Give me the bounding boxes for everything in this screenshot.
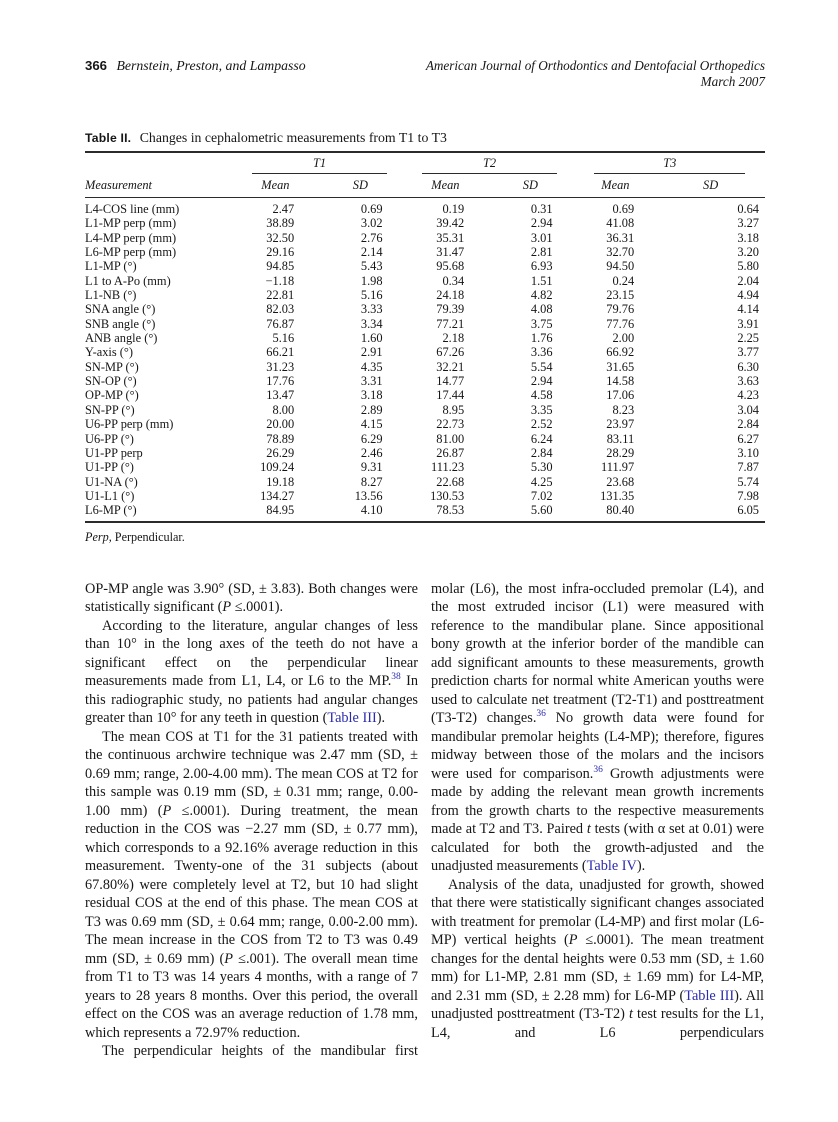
measurement-value: 26.87 <box>436 445 465 460</box>
table-row <box>85 360 765 374</box>
body-text-run: OP-MP angle was 3.90° (SD, ± 3.83). Both changes were statistically significant ( <box>85 580 418 616</box>
running-head-right <box>426 58 765 90</box>
group-header-t2 <box>405 152 575 175</box>
measurement-name: L6-MP (°) <box>85 503 137 518</box>
measurement-value: 19.18 <box>266 474 295 489</box>
table-row <box>85 274 765 288</box>
body-text-run: ≤.0001). The mean treatment changes for the dental heights were 0.53 mm (SD, ± 1.60 mm) for L1-MP, 2.81 mm (SD, ± 1.69 mm) for L4-MP, and 2.31 mm (SD, ± 2.28 mm) for L6-MP ( <box>431 932 765 1004</box>
authors: Bernstein, Preston, and Lampasso <box>116 58 306 73</box>
measurement-name: SNA angle (°) <box>85 302 156 317</box>
measurement-value: 3.33 <box>360 302 383 317</box>
measurement-value: 0.19 <box>442 202 465 216</box>
measurement-value: 13.47 <box>266 388 295 403</box>
running-head <box>85 58 765 90</box>
measurement-value: 31.47 <box>436 245 465 260</box>
measurement-value: 14.77 <box>436 374 465 389</box>
measurement-value: 7.87 <box>737 460 759 475</box>
measurement-value: 3.31 <box>360 374 383 389</box>
table-ref-link[interactable]: Table III <box>684 987 735 1004</box>
measurement-value: 5.30 <box>530 460 553 475</box>
measurement-value: 66.92 <box>606 345 635 360</box>
italic-text: P <box>568 932 578 949</box>
measurement-value: 111.23 <box>431 460 465 475</box>
table-row <box>85 446 765 460</box>
italic-text: t <box>586 821 591 838</box>
measurement-name: OP-MP (°) <box>85 388 139 403</box>
body-text-run: Analysis of the data, unadjusted for growth, showed that there were statistically significant changes associated with treatment for premolar (L4-MP) and first molar (L6-MP) vertical heights ( <box>431 876 764 949</box>
column-header-sd-t3: SD <box>656 175 765 198</box>
measurement-value: 22.68 <box>436 474 465 489</box>
measurement-value: 2.91 <box>360 345 383 360</box>
measurement-value: 5.16 <box>272 331 295 346</box>
measurement-value: 3.10 <box>737 445 759 460</box>
measurement-value: −1.18 <box>265 273 295 288</box>
table-body <box>85 198 765 522</box>
measurement-name: L1-MP perp (mm) <box>85 216 177 231</box>
measurement-value: 94.50 <box>606 259 635 274</box>
citation-ref-link[interactable]: 36 <box>536 709 546 720</box>
measurement-name: ANB angle (°) <box>85 331 158 346</box>
measurement-value: 2.81 <box>530 245 553 260</box>
measurement-value: 6.30 <box>737 359 759 374</box>
cephalometric-table <box>85 151 765 523</box>
measurement-value: 32.70 <box>606 245 635 260</box>
measurement-value: 6.24 <box>530 431 553 446</box>
table-ref-link[interactable]: Table IV <box>586 858 637 875</box>
measurement-name: L1-MP (°) <box>85 259 137 274</box>
measurement-value: 31.23 <box>266 359 295 374</box>
body-text-run: ≤.0001). During treatment, the mean reduction in the COS was −2.27 mm (SD, ± 0.77 mm), which corresponds to a 92.16% average reduction in this measurement. Twenty-one of the 31 subjects (about 67.80%) were completely level at T2, but 10 had slight residual COS at the end of this phase. The mean COS at T3 was 0.69 mm (SD, ± 0.64 mm; range, 0.00-2.00 mm). The mean increase in the COS from T2 to T3 was 0.49 mm (SD, ± 0.69 mm) ( <box>85 802 418 967</box>
journal-date: March 2007 <box>700 74 765 89</box>
measurement-value: 79.39 <box>436 302 465 317</box>
measurement-value: 3.18 <box>737 230 759 245</box>
group-header-spacer <box>85 152 235 175</box>
measurement-value: 8.27 <box>360 474 383 489</box>
measurement-value: 2.25 <box>737 331 759 346</box>
body-text-run: The perpendicular heights of the mandibular first <box>102 1043 418 1060</box>
measurement-value: 5.60 <box>530 503 553 518</box>
measurement-value: 81.00 <box>436 431 465 446</box>
measurement-value: 3.77 <box>737 345 759 360</box>
table-row <box>85 374 765 388</box>
measurement-value: 5.43 <box>360 259 383 274</box>
body-text-run: molar (L6), the most infra-occluded premolar (L4), and the most extruded incisor (L1) were measured with reference to the mandibular plane. Since appositional bony growth at the inferior border of the mandible can add significant amounts to these measurements, growth prediction charts for normal white American youths were used to calculate net treatment (T2-T1) and posttreatment (T3-T2) changes. <box>431 580 764 727</box>
citation-ref-link[interactable]: 38 <box>391 672 401 683</box>
measurement-name: U6-PP perp (mm) <box>85 417 174 432</box>
measurement-value: 83.11 <box>606 431 635 446</box>
measurement-value: 38.89 <box>266 216 295 231</box>
measurement-value: 7.02 <box>530 488 553 503</box>
measurement-value: 2.04 <box>737 273 759 288</box>
body-text-run: ≤.0001). <box>231 599 284 616</box>
measurement-value: 0.31 <box>530 202 553 216</box>
body-text-run: The mean COS at T1 for the 31 patients treated with the continuous archwire technique was 2.47 mm (SD, ± 0.69 mm; range, 2.00-4.00 mm). The mean COS at T2 for this sample was 0.19 mm (SD, ± 0.31 mm; range, 0.00-1.00 mm) ( <box>85 728 418 819</box>
measurement-value: 39.42 <box>436 216 465 231</box>
measurement-name: L1 to A-Po (mm) <box>85 273 171 288</box>
paragraph <box>431 580 764 876</box>
measurement-value: 95.68 <box>436 259 465 274</box>
group-header-row <box>85 152 765 175</box>
column-header-mean-t2: Mean <box>405 175 487 198</box>
body-text-run: ≤.001). The overall mean time from T1 to T3 was 14 years 4 months, with a range of 7 years to 28 years 8 months. Over this period, the overall effect on the COS was an average reduction of 1.78 mm, which represents a 72.97% reduction. <box>85 950 419 1041</box>
measurement-value: 4.58 <box>530 388 553 403</box>
measurement-value: 14.58 <box>606 374 635 389</box>
table-row <box>85 317 765 331</box>
measurement-value: 4.14 <box>737 302 759 317</box>
journal-name: American Journal of Orthodontics and Dentofacial Orthopedics <box>425 58 765 73</box>
right-column <box>431 580 764 1061</box>
body-text-run: ). All unadjusted posttreatment (T3-T2) <box>431 987 765 1023</box>
measurement-value: 0.24 <box>612 273 635 288</box>
measurement-value: 80.40 <box>606 503 635 518</box>
italic-text: P <box>162 802 172 819</box>
body-text-run: ). <box>636 858 646 875</box>
measurement-value: 28.29 <box>606 445 635 460</box>
column-header-mean-t3: Mean <box>575 175 657 198</box>
measurement-value: 32.21 <box>436 359 465 374</box>
measurement-name: U1-PP perp <box>85 445 143 460</box>
measurement-value: 23.97 <box>606 417 635 432</box>
measurement-value: 29.16 <box>266 245 295 260</box>
measurement-value: 9.31 <box>360 460 383 475</box>
measurement-value: 2.94 <box>530 374 553 389</box>
measurement-value: 24.18 <box>436 288 465 303</box>
body-text-run: Growth adjustments were made by adding the relevant mean growth increments from the growth charts to the respective measurements made at T2 and T3. Paired <box>431 765 765 838</box>
body-text-run: In this radiographic study, no patients had angular changes greater than 10° for any teeth in question ( <box>85 673 419 727</box>
group-label-t2: T2 <box>422 156 556 174</box>
measurement-value: 77.76 <box>606 316 635 331</box>
measurement-value: 5.54 <box>530 359 553 374</box>
measurement-value: 0.34 <box>442 273 465 288</box>
measurement-value: 79.76 <box>606 302 635 317</box>
measurement-value: 3.34 <box>360 316 383 331</box>
measurement-value: 17.06 <box>606 388 635 403</box>
body-text-run: test results for the L1, L4, and L6 perpendiculars <box>431 1006 764 1041</box>
measurement-value: 26.29 <box>266 445 295 460</box>
measurement-value: 134.27 <box>260 488 295 503</box>
body-text <box>85 580 765 1061</box>
table-row <box>85 432 765 446</box>
measurement-value: 4.15 <box>360 417 383 432</box>
measurement-name: SNB angle (°) <box>85 316 156 331</box>
measurement-value: 5.16 <box>360 288 383 303</box>
measurement-name: L4-COS line (mm) <box>85 202 180 216</box>
page-content <box>85 58 765 1061</box>
measurement-value: 1.51 <box>530 273 553 288</box>
measurement-value: 8.23 <box>612 402 635 417</box>
italic-text: t <box>628 1006 633 1023</box>
measurement-value: 5.74 <box>737 474 759 489</box>
measurement-value: 2.84 <box>530 445 553 460</box>
measurement-value: 8.00 <box>272 402 295 417</box>
group-header-t3 <box>575 152 765 175</box>
measurement-value: 3.91 <box>737 316 759 331</box>
measurement-value: 23.68 <box>606 474 635 489</box>
group-header-t1 <box>235 152 405 175</box>
measurement-name: L4-MP perp (mm) <box>85 230 177 245</box>
measurement-value: 109.24 <box>260 460 295 475</box>
measurement-value: 3.75 <box>530 316 553 331</box>
measurement-value: 22.81 <box>266 288 295 303</box>
table-row <box>85 460 765 474</box>
measurement-name: U1-L1 (°) <box>85 488 135 503</box>
measurement-value: 17.44 <box>436 388 465 403</box>
table-row <box>85 259 765 273</box>
body-text-run: According to the literature, angular changes of less than 10° in the long axes of the teeth do not have a significant effect on the perpendicular linear measurements made from L1, L4, or L6 to the MP. <box>85 617 418 690</box>
measurement-value: 94.85 <box>266 259 295 274</box>
measurement-value: 2.47 <box>272 202 295 216</box>
table-row <box>85 288 765 302</box>
page-number: 366 <box>85 58 108 73</box>
measurement-value: 31.65 <box>606 359 635 374</box>
measurement-value: 4.25 <box>530 474 553 489</box>
measurement-value: 2.52 <box>530 417 553 432</box>
table-row <box>85 198 765 217</box>
measurement-value: 66.21 <box>266 345 295 360</box>
measurement-value: 3.02 <box>360 216 383 231</box>
measurement-value: 6.29 <box>360 431 383 446</box>
table-row <box>85 503 765 521</box>
italic-text: P <box>222 599 232 616</box>
table-row <box>85 216 765 230</box>
paragraph <box>85 728 418 1043</box>
group-label-t1: T1 <box>252 156 386 174</box>
column-header-measurement: Measurement <box>85 175 235 198</box>
measurement-value: 3.04 <box>737 402 759 417</box>
measurement-name: L6-MP perp (mm) <box>85 245 177 260</box>
measurement-value: 1.98 <box>360 273 383 288</box>
measurement-value: 1.76 <box>530 331 553 346</box>
italic-text: P <box>224 950 233 967</box>
measurement-value: 77.21 <box>436 316 465 331</box>
measurement-value: 78.89 <box>266 431 295 446</box>
measurement-value: 3.18 <box>360 388 383 403</box>
measurement-value: 2.46 <box>360 445 383 460</box>
measurement-value: 36.31 <box>606 230 635 245</box>
measurement-value: 17.76 <box>266 374 295 389</box>
measurement-value: 2.94 <box>530 216 553 231</box>
paragraph <box>431 876 764 1043</box>
measurement-value: 4.94 <box>737 288 759 303</box>
column-header-mean-t1: Mean <box>235 175 317 198</box>
measurement-name: Y-axis (°) <box>85 345 133 360</box>
paragraph <box>85 617 418 728</box>
measurement-value: 4.08 <box>530 302 553 317</box>
measurement-value: 0.64 <box>737 202 759 216</box>
measurement-value: 82.03 <box>266 302 295 317</box>
measurement-value: 4.35 <box>360 359 383 374</box>
body-text-run: ). <box>376 710 386 727</box>
table-row <box>85 345 765 359</box>
measurement-value: 22.73 <box>436 417 465 432</box>
footnote-definition: Perpendicular. <box>111 529 185 544</box>
measurement-value: 6.93 <box>530 259 553 274</box>
measurement-value: 2.18 <box>442 331 465 346</box>
table-caption-text: Changes in cephalometric measurements from T1 to T3 <box>139 130 447 145</box>
measurement-name: SN-PP (°) <box>85 402 135 417</box>
measurement-value: 84.95 <box>266 503 295 518</box>
table-row <box>85 245 765 259</box>
paragraph <box>85 1042 418 1061</box>
measurement-value: 3.01 <box>530 230 553 245</box>
body-text-run: No growth data were found for mandibular premolar heights (L4-MP); therefore, figures midway between those of the molars and the incisors were used for comparison. <box>431 710 764 782</box>
measurement-value: 131.35 <box>600 488 635 503</box>
table-row <box>85 417 765 431</box>
measurement-value: 3.63 <box>737 374 759 389</box>
measurement-value: 2.00 <box>612 331 635 346</box>
measurement-value: 4.10 <box>360 503 383 518</box>
footnote-term: Perp, <box>85 529 112 544</box>
measurement-value: 23.15 <box>606 288 635 303</box>
measurement-value: 2.89 <box>360 402 383 417</box>
measurement-value: 3.35 <box>530 402 553 417</box>
measurement-value: 7.98 <box>737 488 759 503</box>
measurement-name: U6-PP (°) <box>85 431 134 446</box>
measurement-value: 78.53 <box>436 503 465 518</box>
measurement-value: 41.08 <box>606 216 635 231</box>
measurement-name: SN-OP (°) <box>85 374 137 389</box>
running-head-left <box>85 58 306 74</box>
paragraph <box>85 580 418 617</box>
measurement-value: 3.20 <box>737 245 759 260</box>
measurement-value: 13.56 <box>354 488 383 503</box>
table-row <box>85 302 765 316</box>
left-column <box>85 580 418 1061</box>
measurement-value: 8.95 <box>442 402 465 417</box>
measurement-value: 3.27 <box>737 216 759 231</box>
measurement-value: 4.23 <box>737 388 759 403</box>
measurement-value: 20.00 <box>266 417 295 432</box>
measurement-value: 6.05 <box>737 503 759 518</box>
table-row <box>85 475 765 489</box>
table-ref-link[interactable]: Table III <box>327 710 377 727</box>
measurement-name: SN-MP (°) <box>85 359 139 374</box>
measurement-name: U1-PP (°) <box>85 460 134 475</box>
table-footnote <box>85 530 765 545</box>
measurement-value: 5.80 <box>737 259 759 274</box>
measurement-value: 32.50 <box>266 230 295 245</box>
table-label: Table II. <box>85 131 132 145</box>
table-row <box>85 489 765 503</box>
table-row <box>85 231 765 245</box>
measurement-value: 111.97 <box>601 460 635 475</box>
measurement-name: L1-NB (°) <box>85 288 137 303</box>
table-header <box>85 152 765 198</box>
measurement-value: 130.53 <box>430 488 465 503</box>
measurement-value: 67.26 <box>436 345 465 360</box>
table-row <box>85 388 765 402</box>
measurement-name: U1-NA (°) <box>85 474 138 489</box>
measurement-value: 0.69 <box>360 202 383 216</box>
measurement-value: 6.27 <box>737 431 759 446</box>
body-text-run: tests (with α set at 0.01) were calculated for both the growth-adjusted and the unadjusted measurements ( <box>431 821 764 875</box>
measurement-value: 35.31 <box>436 230 465 245</box>
group-label-t3: T3 <box>594 156 745 174</box>
measurement-value: 2.14 <box>360 245 383 260</box>
measurement-value: 2.76 <box>360 230 383 245</box>
table-row <box>85 403 765 417</box>
column-header-sd-t1: SD <box>316 175 404 198</box>
measurement-value: 76.87 <box>266 316 295 331</box>
measurement-value: 4.82 <box>530 288 553 303</box>
column-header-row <box>85 175 765 198</box>
measurement-value: 0.69 <box>612 202 635 216</box>
measurement-value: 3.36 <box>530 345 553 360</box>
table-caption <box>85 130 765 146</box>
column-header-sd-t2: SD <box>486 175 574 198</box>
measurement-value: 1.60 <box>360 331 383 346</box>
measurement-value: 2.84 <box>737 417 759 432</box>
table-row <box>85 331 765 345</box>
citation-ref-link[interactable]: 36 <box>593 764 603 775</box>
